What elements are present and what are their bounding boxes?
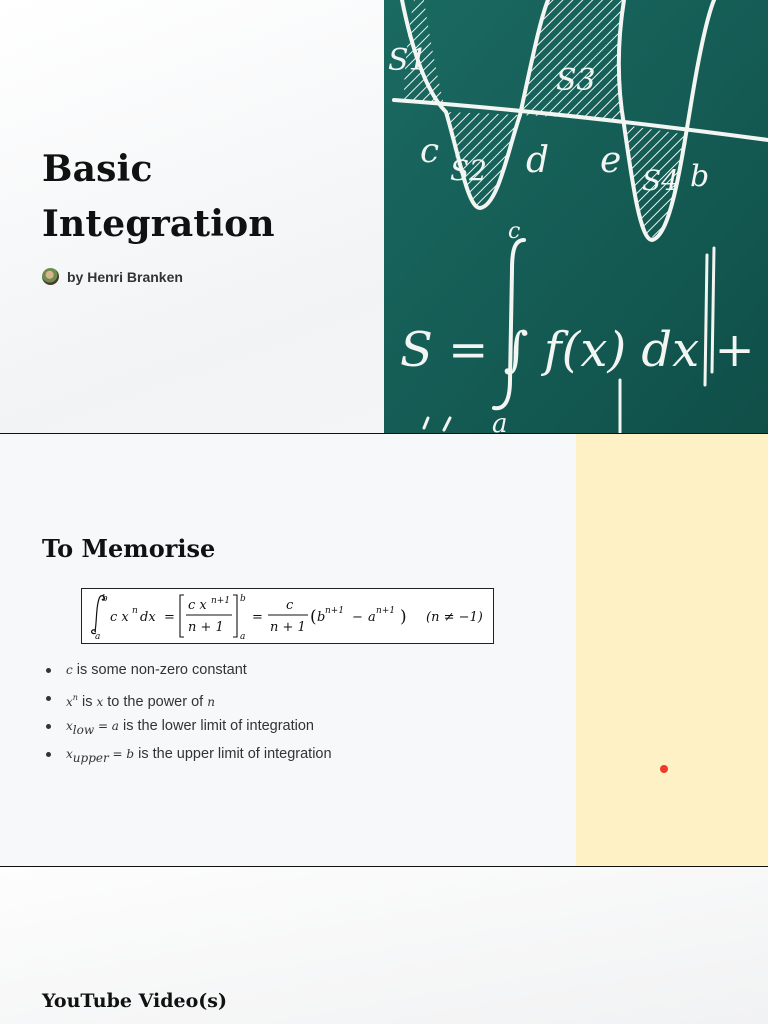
slide-title	[42, 142, 275, 252]
item-text: is	[77, 693, 97, 710]
a-exponent: n+1	[376, 606, 396, 616]
videos-slide	[0, 867, 768, 1024]
item-text: is the upper limit of integration	[134, 746, 332, 762]
equals-sign: =	[164, 610, 175, 625]
memorise-slide	[0, 434, 768, 866]
math-var: x	[66, 747, 73, 761]
integration-formula	[82, 589, 493, 643]
paren-close: )	[400, 607, 407, 627]
point-label: e	[600, 140, 622, 181]
upper-limit-label: c	[508, 219, 521, 244]
author-avatar	[42, 268, 59, 285]
author-name: by Henri Branken	[67, 268, 183, 285]
title-line-2: Integration	[42, 203, 275, 245]
region-label: S2	[450, 154, 487, 187]
math-var: c	[66, 663, 73, 677]
fraction-denominator: n + 1	[270, 620, 306, 635]
board-equation: S = ∫ f(x) dx +	[400, 322, 755, 378]
chalkboard-drawing	[384, 0, 768, 433]
region-label: S3	[556, 63, 596, 98]
differential: dx	[140, 610, 156, 625]
a-base: a	[368, 610, 376, 625]
minus-sign: −	[352, 610, 363, 625]
bracket-upper-limit: b	[240, 594, 246, 604]
integral-lower-limit: a	[95, 632, 101, 642]
list-item	[42, 686, 332, 714]
cover-slide	[0, 0, 768, 433]
math-exponent: n	[72, 693, 78, 702]
integrand-exponent: n	[132, 606, 138, 616]
math-relation: = a	[94, 719, 119, 733]
section-heading: YouTube Video(s)	[42, 990, 227, 1012]
bracket-numerator: c x	[188, 598, 207, 613]
point-label: b	[690, 159, 710, 194]
point-label: c	[420, 131, 440, 171]
bracket-denominator: n + 1	[188, 620, 224, 635]
region-label: S1	[388, 43, 428, 78]
list-item	[42, 714, 332, 742]
condition: (n ≠ −1)	[426, 610, 483, 625]
math-var: x	[66, 694, 73, 709]
math-subscript: upper	[72, 750, 109, 765]
section-heading: To Memorise	[42, 534, 216, 563]
b-base: b	[317, 610, 326, 625]
pointer-dot	[660, 765, 668, 773]
bracket-lower-limit: a	[240, 632, 246, 642]
math-var: n	[207, 694, 215, 709]
math-var: x	[66, 719, 73, 733]
definitions-list	[42, 658, 332, 770]
item-text: to the power of	[103, 693, 208, 710]
formula-box	[81, 588, 494, 644]
list-item	[42, 742, 332, 770]
item-text: is some non-zero constant	[72, 662, 247, 678]
fraction-numerator: c	[286, 598, 294, 613]
point-label: d	[526, 140, 550, 181]
side-panel	[576, 434, 768, 866]
b-exponent: n+1	[325, 606, 345, 616]
equals-sign: =	[252, 610, 263, 625]
integral-upper-limit: b	[102, 594, 108, 604]
math-relation: = b	[108, 747, 135, 761]
integrand: c x	[110, 610, 129, 625]
author-byline	[42, 268, 183, 285]
bracket-numerator-exponent: n+1	[211, 596, 231, 606]
title-line-1: Basic	[42, 148, 153, 190]
math-subscript: low	[72, 722, 95, 737]
math-var: x	[96, 694, 104, 709]
region-label: S4	[642, 164, 679, 197]
lower-limit-label: a	[492, 409, 508, 433]
list-item	[42, 658, 332, 686]
item-text: is the lower limit of integration	[118, 718, 314, 734]
chalkboard-image	[384, 0, 768, 433]
paren-open: (	[310, 607, 317, 627]
